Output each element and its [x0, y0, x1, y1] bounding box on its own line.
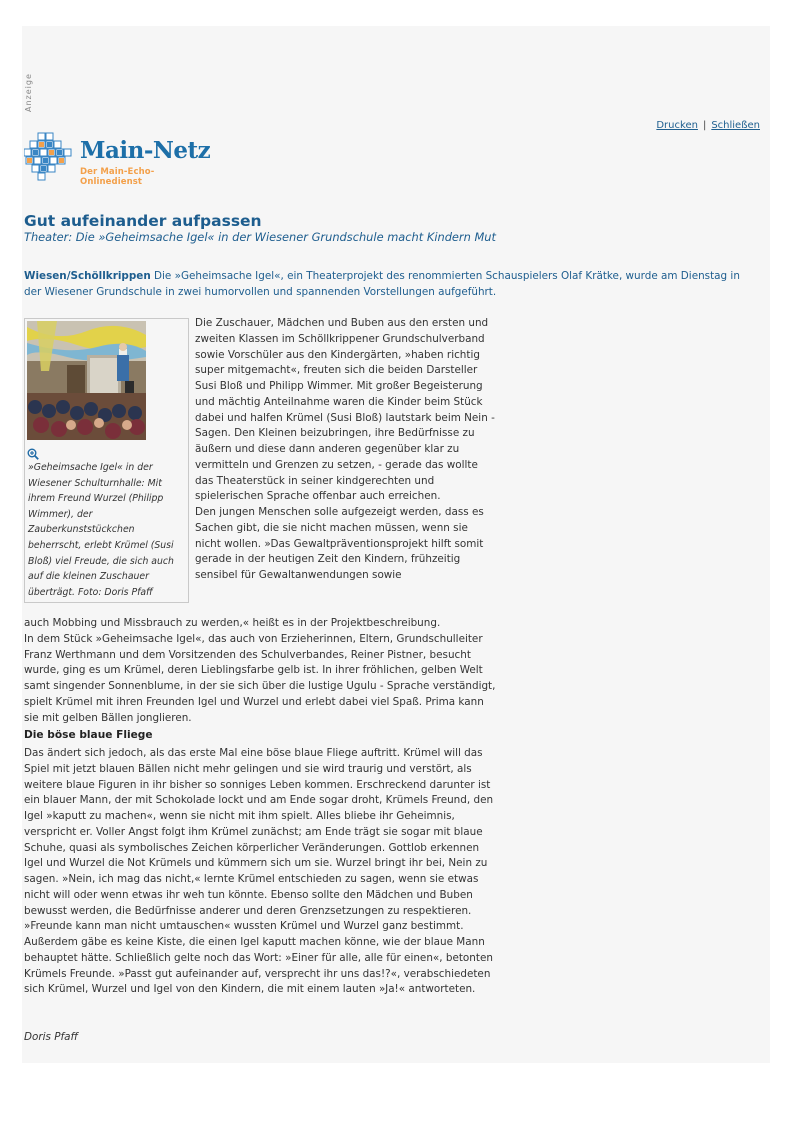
image-caption: »Geheimsache Igel« in der Wiesener Schulturnhalle: Mit ihrem Freund Wurzel (Philipp Wimmer), der Zauberkunststückchen beherrscht, erlebt Krümel (Susi Bloß) viel Freude, die sich auch auf die kleinen Zuschauer überträgt. Foto: Doris Pfaff: [28, 462, 174, 598]
print-link[interactable]: Drucken: [656, 120, 698, 131]
article-figure: [24, 318, 189, 603]
article-dateline: Wiesen/Schöllkrippen: [24, 270, 151, 282]
section-subheading: Die böse blaue Fliege: [24, 729, 153, 741]
article-lead: [24, 268, 744, 300]
toolbar: [656, 120, 760, 131]
article-headline: Gut aufeinander aufpassen: [24, 212, 262, 230]
article-subheadline: Theater: Die »Geheimsache Igel« in der Wiesener Grundschule macht Kindern Mut: [24, 230, 496, 244]
paragraph-2: Den jungen Menschen solle aufgezeigt werden, dass es Sachen gibt, die sie nicht machen müssen, wenn sie nicht wollen. »Das Gewaltpräventionsprojekt hilft somit gerade in der heutigen Zeit den Kindern, frühzeitig sensibel für Gewaltanwendungen sowie: [195, 506, 484, 581]
main-netz-logo[interactable]: [24, 131, 214, 187]
logo-tagline: Der Main-Echo-Onlinedienst: [80, 167, 155, 187]
paragraph-4: Das ändert sich jedoch, als das erste Mal eine böse blaue Fliege auftritt. Krümel will das Spiel mit jetzt blauen Bällen nicht mehr gelingen und sie wird traurig und verstört, als weitere blaue Figuren in ihr bisher so sonniges Leben kommen. Erschreckend darunter ist ein blauer Mann, der mit Schokolade lockt und am Ende sogar droht, Krümels Freund, den Igel »kaputt zu machen«, wenn sie nicht mit ihm spielt. Alles bliebe ihr Geheimnis, verspricht er. Voller Angst folgt ihm Krümel zunächst; am Ende trägt sie sogar mit blaue Schuhe, quasi als symbolisches Zeichen körperlicher Veränderungen. Gottlob erkennen Igel und Wurzel die Not Krümels und kümmern sich um sie. Wurzel bringt ihr bei, Nein zu sagen. »Nein, ich mag das nicht,« lernte Krümel entschieden zu sagen, wenn sie etwas nicht will oder wenn etwas ihr weh tun könnte. Ebenso sollte den Mädchen und Buben bewusst werden, die Bedürfnisse anderer und deren Grenzsetzungen zu respektieren. »Freunde kann man nicht umtauschen« wussten Krümel und Wurzel ganz bestimmt. Außerdem gäbe es keine Kiste, die einen Igel kaputt machen könne, wie der blaue Mann behauptet hätte. Schließlich gelte noch das Wort: »Einer für alle, alle für einen«, betonten Krümels Freunde. »Passt gut aufeinander auf, versprecht ihr uns das!?«, verabschiedeten sich Krümel, Wurzel und Igel von den Kindern, die mit einem lauten »Ja!« antworteten.: [24, 747, 494, 996]
theater-photo-image: [27, 321, 146, 440]
article-photo[interactable]: [27, 321, 146, 440]
close-link[interactable]: Schließen: [711, 120, 760, 131]
paragraph-1: Die Zuschauer, Mädchen und Buben aus den ersten und zweiten Klassen im Schöllkrippener Grundschulverband sowie Vorschüler aus den Kindergärten, »haben richtig super mitgemacht«, freuten sich die beiden Darsteller Susi Bloß und Philipp Wimmer. Mit großer Begeisterung und mächtig Anteilnahme waren die Kinder beim Stück dabei und halfen Krümel (Susi Bloß) lautstark beim Nein - Sagen. Den Kleinen beizubringen, ihre Bedürfnisse zu äußern und diese dann anderen gegenüber klar zu vermitteln und Grenzen zu setzen, - gerade das wollte das Theaterstück in seiner kindgerechten und spielerischen Sprache offenbar auch erreichen.: [195, 317, 495, 503]
paragraph-3: In dem Stück »Geheimsache Igel«, das auch von Erzieherinnen, Eltern, Grundschulleiter Franz Werthmann und dem Vorsitzenden des Schulverbandes, Reiner Pistner, besucht wurde, ging es um Krümel, deren Lieblingsfarbe gelb ist. In ihrer fröhlichen, gelben Welt samt singender Sonnenblume, in der sie sich über die lustige Ugulu - Sprache verständigt, spielt Krümel mit ihren Freunden Igel und Wurzel und erlebt dabei viel Spaß. Prima kann sie mit gelben Bällen jonglieren.: [24, 632, 496, 724]
ad-label: Anzeige: [24, 73, 33, 112]
article-lead-text: Die »Geheimsache Igel«, ein Theaterprojekt des renommierten Schauspielers Olaf Krätke, wurde am Dienstag in der Wiesener Grundschule in zwei humorvollen und spannenden Vorstellungen aufgeführt.: [24, 270, 740, 299]
logo-wordmark: Main-Netz: [80, 137, 211, 164]
article-author: Doris Pfaff: [24, 1031, 79, 1043]
logo-grid-icon: [24, 131, 76, 181]
article-column: [195, 316, 495, 584]
article-body: [24, 616, 496, 726]
paragraph-2-continued: auch Mobbing und Missbrauch zu werden,« heißt es in der Projektbeschreibung.: [24, 617, 441, 629]
toolbar-separator: |: [702, 120, 707, 131]
